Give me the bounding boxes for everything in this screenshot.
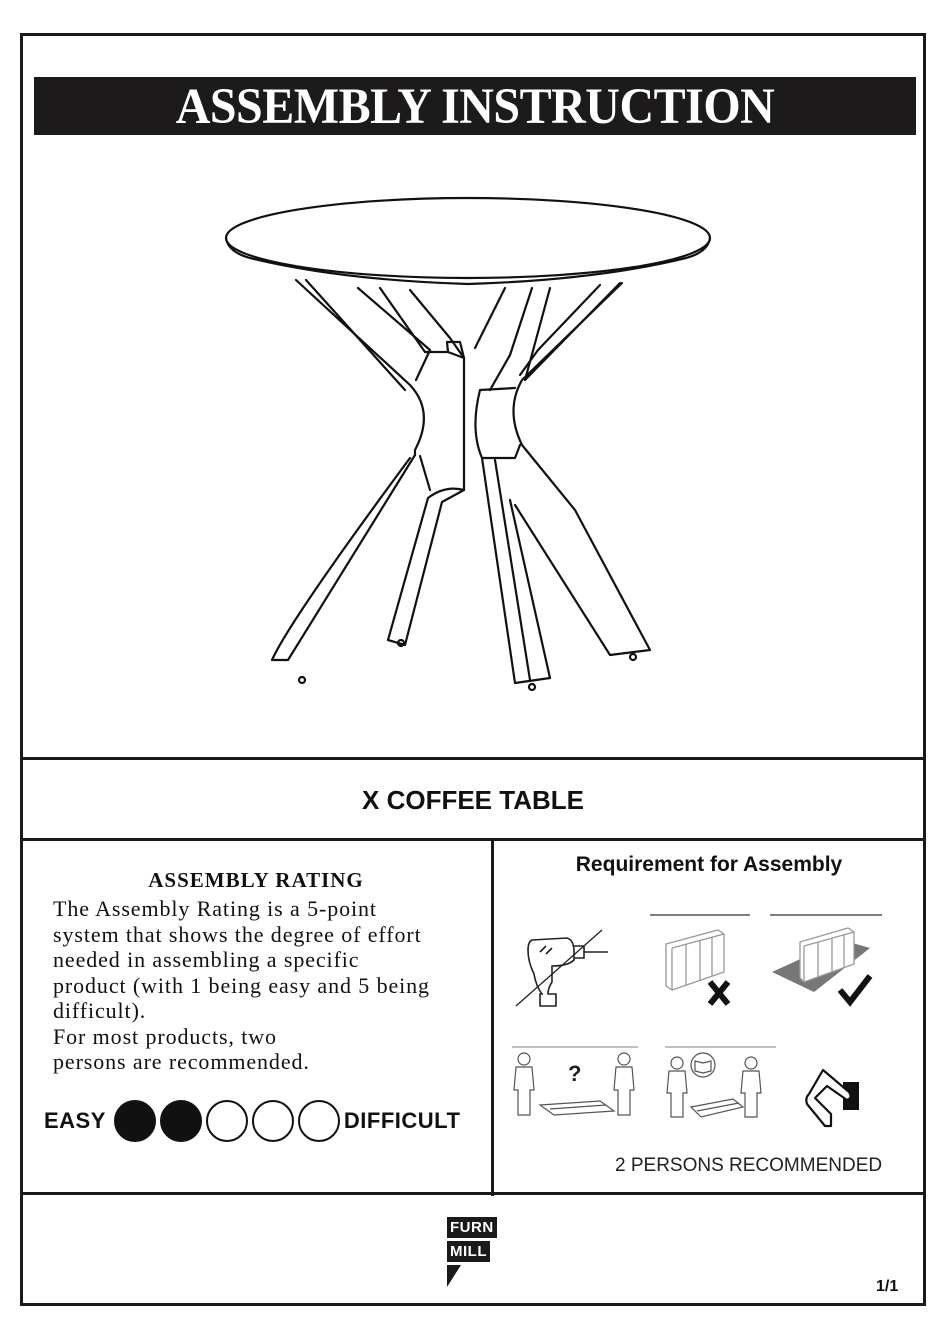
divider — [20, 757, 926, 760]
no-power-drill-icon — [512, 922, 612, 1012]
hard-floor-wrong-icon — [648, 912, 758, 1012]
divider — [20, 1192, 926, 1195]
read-manual-persons-icon — [663, 1045, 778, 1125]
rating-dot-empty — [298, 1100, 340, 1142]
soft-surface-correct-icon — [770, 910, 884, 1012]
rating-line: persons are recommended. — [53, 1049, 310, 1074]
logo-line2: MILL — [447, 1241, 490, 1262]
difficulty-scale — [44, 1100, 460, 1142]
rating-line: The Assembly Rating is a 5-point — [53, 896, 377, 921]
rating-line: system that shows the degree of effort — [53, 921, 422, 947]
scale-min-label: EASY — [44, 1108, 106, 1133]
page-number: 1/1 — [876, 1278, 899, 1295]
hand-lift-icon — [805, 1068, 865, 1128]
title-banner — [34, 77, 916, 135]
divider — [491, 840, 494, 1196]
rating-dot-filled — [114, 1100, 156, 1142]
persons-recommended-caption: 2 PERSONS RECOMMENDED — [615, 1155, 883, 1176]
rating-line: needed in assembling a specific — [53, 947, 360, 972]
brand-logo — [447, 1217, 497, 1294]
scale-max-label: DIFFICULT — [343, 1108, 461, 1133]
rating-dot-empty — [252, 1100, 294, 1142]
rating-dot-filled — [160, 1100, 202, 1142]
svg-text:?: ? — [568, 1061, 582, 1086]
confused-persons-icon — [510, 1045, 640, 1120]
rating-line: product (with 1 being easy and 5 being — [53, 972, 430, 998]
rating-title: ASSEMBLY RATING — [148, 868, 364, 892]
rating-description — [53, 896, 473, 1075]
product-name: X COFFEE TABLE — [362, 784, 584, 815]
page-title: ASSEMBLY INSTRUCTION — [175, 78, 775, 134]
rating-line: For most products, two — [53, 1023, 277, 1049]
logo-line1: FURN — [447, 1217, 497, 1238]
requirements-title: Requirement for Assembly — [575, 853, 843, 876]
table-illustration — [220, 180, 720, 700]
rating-dot-empty — [206, 1100, 248, 1142]
logo-flag-icon — [447, 1265, 463, 1289]
rating-line: difficult). — [53, 998, 147, 1023]
divider — [20, 838, 926, 841]
